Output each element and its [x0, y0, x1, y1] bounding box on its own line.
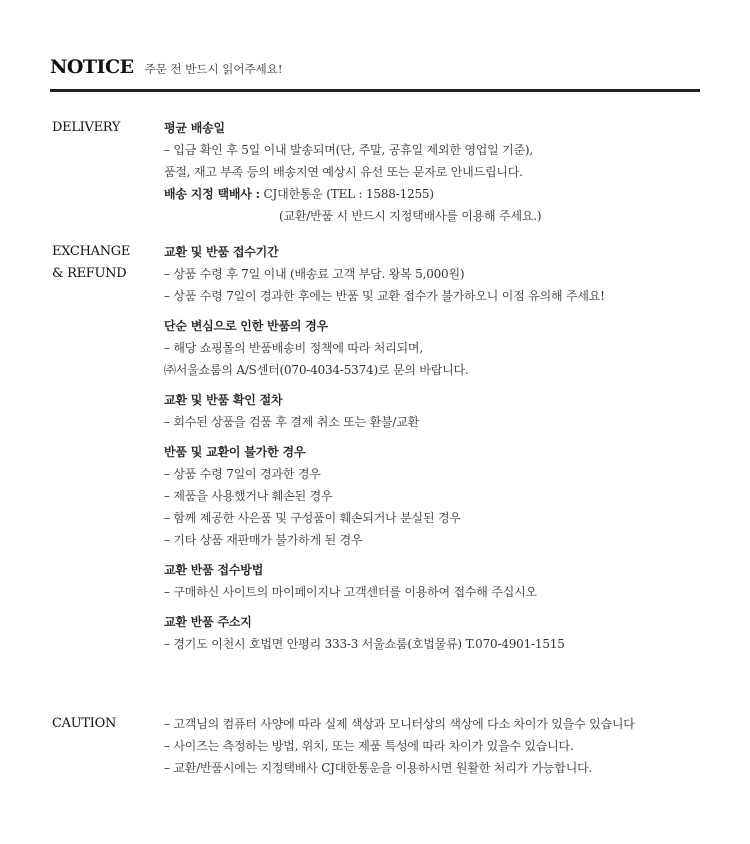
exchange-group-period [164, 241, 704, 307]
delivery-line: 품절, 재고 부족 등의 배송지연 예상시 유선 또는 문자로 안내드립니다. [164, 165, 523, 179]
group-heading: 단순 변심으로 인한 반품의 경우 [164, 319, 329, 333]
group-line: – 상품 수령 후 7일 이내 (배송료 고객 부담. 왕복 5,000원) [164, 267, 465, 281]
exchange-group-not-allowed [164, 441, 704, 551]
group-line: – 기타 상품 재판매가 불가하게 된 경우 [164, 533, 363, 547]
exchange-content [164, 241, 704, 663]
group-heading: 교환 및 반품 확인 절차 [164, 393, 283, 407]
caution-label: CAUTION [52, 716, 117, 731]
delivery-line: – 입금 확인 후 5일 이내 발송되며(단, 주말, 공휴일 제외한 영업일 기준), [164, 143, 533, 157]
group-line: – 구매하신 사이트의 마이페이지나 고객센터를 이용하여 접수해 주십시오 [164, 585, 537, 599]
delivery-content [164, 117, 704, 227]
header-divider [50, 89, 700, 92]
page-subtitle: 주문 전 반드시 읽어주세요! [144, 62, 283, 76]
courier-value: CJ대한통운 (TEL : 1588-1255) [259, 187, 434, 201]
group-line: ㈜서울쇼룸의 A/S센터(070-4034-5374)로 문의 바랍니다. [164, 363, 469, 377]
exchange-group-procedure [164, 389, 704, 433]
exchange-label-line1: EXCHANGE [52, 244, 131, 259]
exchange-group-change-of-mind [164, 315, 704, 381]
delivery-heading: 평균 배송일 [164, 121, 225, 135]
group-heading: 반품 및 교환이 불가한 경우 [164, 445, 306, 459]
exchange-label-line2: & REFUND [52, 266, 127, 281]
delivery-label: DELIVERY [52, 120, 121, 135]
caution-line: – 교환/반품시에는 지정택배사 CJ대한통운을 이용하시면 원활한 처리가 가능합니다. [164, 761, 593, 775]
page-title: NOTICE [50, 56, 134, 78]
group-line: – 제품을 사용했거나 훼손된 경우 [164, 489, 333, 503]
courier-heading: 배송 지정 택배사 : [164, 187, 260, 201]
notice-header [50, 56, 282, 78]
exchange-group-address [164, 611, 704, 655]
group-line: – 해당 쇼핑몰의 반품배송비 정책에 따라 처리되며, [164, 341, 423, 355]
group-line: – 경기도 이천시 호법면 안평리 333-3 서울쇼룸(호법물류) T.070-4901-1515 [164, 637, 565, 651]
group-line: – 상품 수령 7일이 경과한 후에는 반품 및 교환 접수가 불가하오니 이점 유의해 주세요! [164, 289, 605, 303]
courier-note: (교환/반품 시 반드시 지정택배사를 이용해 주세요.) [279, 209, 542, 223]
caution-line: – 고객님의 컴퓨터 사양에 따라 실제 색상과 모니터상의 색상에 다소 차이가 있을수 있습니다 [164, 717, 635, 731]
exchange-group-method [164, 559, 704, 603]
group-line: – 상품 수령 7일이 경과한 경우 [164, 467, 321, 481]
group-heading: 교환 및 반품 접수기간 [164, 245, 279, 259]
caution-line: – 사이즈는 측정하는 방법, 위치, 또는 제품 특성에 따라 차이가 있을수 있습니다. [164, 739, 574, 753]
caution-content [164, 713, 704, 779]
group-heading: 교환 반품 접수방법 [164, 563, 264, 577]
exchange-label [52, 241, 130, 285]
group-line: – 함께 제공한 사은품 및 구성품이 훼손되거나 분실된 경우 [164, 511, 461, 525]
courier-line [164, 183, 704, 205]
group-heading: 교환 반품 주소지 [164, 615, 252, 629]
group-line: – 회수된 상품을 검품 후 결제 취소 또는 환불/교환 [164, 415, 420, 429]
